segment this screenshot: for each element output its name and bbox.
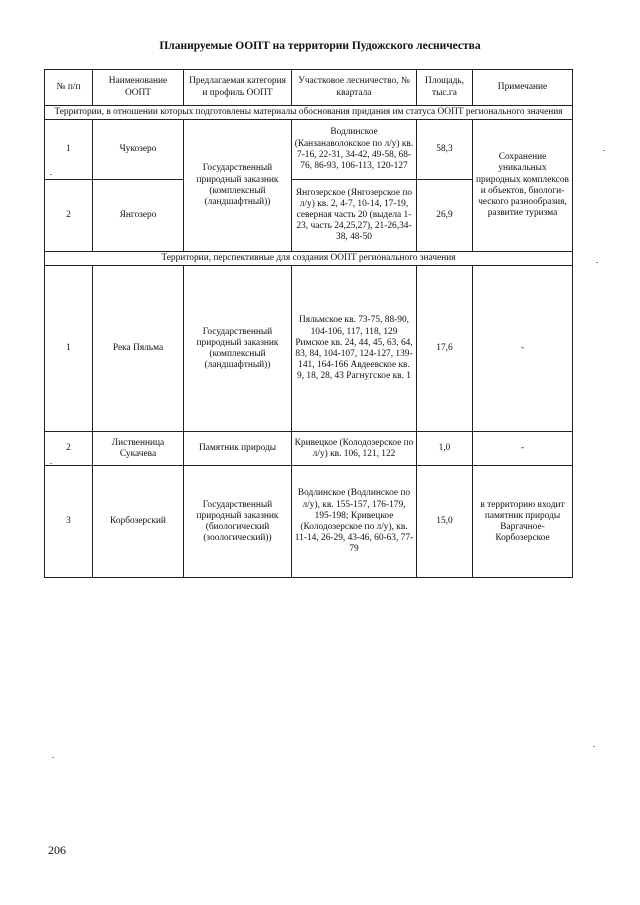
document-title: Планируемые ООПТ на территории Пудожского лесничества — [159, 40, 481, 52]
table-row — [45, 432, 573, 466]
row1-2-forestry: Янгозерское (Янгозерское по л/у) кв. 2, 4-7, 10-14, 17-19, северная часть 20 (выдела 1-23, часть 24,25,27), 21-26,34-38, 48-50 — [292, 180, 417, 252]
table-row — [45, 266, 573, 432]
row1-1-forestry: Водлинское (Канзанаволокское по л/у) кв. 7-16, 22-31, 34-42, 49-58, 68-76, 86-93, 106-113, 120-127 — [292, 120, 417, 180]
header-name: Наименование ООПТ — [93, 70, 184, 106]
row1-1-num: 1 — [45, 120, 93, 180]
scan-speck — [593, 746, 595, 747]
row2-2-note: - — [473, 432, 573, 466]
row2-2-name: Лиственница Сукачева — [93, 432, 184, 466]
row2-3-name: Корбозерский — [93, 466, 184, 578]
scan-speck — [596, 262, 598, 263]
header-area: Площадь, тыс.га — [417, 70, 473, 106]
row2-3-note: в территорию входит памятник природы Варгачное-Корбозерское — [473, 466, 573, 578]
row2-2-category: Памятник природы — [184, 432, 292, 466]
row2-3-category: Государственный природный заказник (биологический (зоологический)) — [184, 466, 292, 578]
row2-1-name: Река Пяльма — [93, 266, 184, 432]
table-header-row — [45, 70, 573, 106]
row2-3-forestry: Водлинское (Водлинское по л/у), кв. 155-157, 176-179, 195-198; Кривецкое (Колодозерское по л/у), кв. 11-14, 26-29, 43-46, 60-63, 77-79 — [292, 466, 417, 578]
scan-speck — [52, 757, 54, 758]
scan-speck — [603, 150, 605, 151]
section-row-2 — [45, 252, 573, 266]
oopt-table — [44, 69, 573, 578]
row2-2-num: 2 — [45, 432, 93, 466]
header-forestry: Участковое лесничество, № квартала — [292, 70, 417, 106]
section-2-title: Территории, перспективные для создания ООПТ регионального значения — [45, 252, 573, 266]
row2-1-area: 17,6 — [417, 266, 473, 432]
row2-1-forestry: Пяльмское кв. 73-75, 88-90, 104-106, 117, 118, 129 Римское кв. 24, 44, 45, 63, 64, 83, 84, 104-107, 124-127, 139-141, 164-166 Авдеевское кв. 9, 18, 28, 43 Рагнугское кв. 1 — [292, 266, 417, 432]
table-row — [45, 466, 573, 578]
row1-1-area: 58,3 — [417, 120, 473, 180]
row2-2-area: 1,0 — [417, 432, 473, 466]
row1-2-num: 2 — [45, 180, 93, 252]
rows1-category: Государственный природный заказник (комплексный (ландшафтный)) — [184, 120, 292, 252]
rows1-note: Сохранение уникальных природных комплексов и объектов, биологи-ческого разнообразия, развитие туризма — [473, 120, 573, 252]
row2-3-num: 3 — [45, 466, 93, 578]
table-row — [45, 120, 573, 180]
row2-1-category: Государственный природный заказник (комплексный (ландшафтный)) — [184, 266, 292, 432]
row2-1-num: 1 — [45, 266, 93, 432]
row1-1-name: Чукозеро — [93, 120, 184, 180]
section-row-1 — [45, 106, 573, 120]
row1-2-area: 26,9 — [417, 180, 473, 252]
scan-speck — [50, 463, 52, 464]
row2-2-forestry: Кривецкое (Колодозерское по л/у) кв. 106, 121, 122 — [292, 432, 417, 466]
page-number: 206 — [48, 843, 66, 857]
header-note: Примечание — [473, 70, 573, 106]
section-1-title: Территории, в отношении которых подготовлены материалы обоснования придания им статуса ООПТ регионального значения — [45, 106, 573, 120]
header-category: Предлагаемая категория и профиль ООПТ — [184, 70, 292, 106]
row2-1-note: - — [473, 266, 573, 432]
row2-3-area: 15,0 — [417, 466, 473, 578]
row1-2-name: Янгозеро — [93, 180, 184, 252]
header-num: № п/п — [45, 70, 93, 106]
scan-speck — [50, 174, 52, 175]
